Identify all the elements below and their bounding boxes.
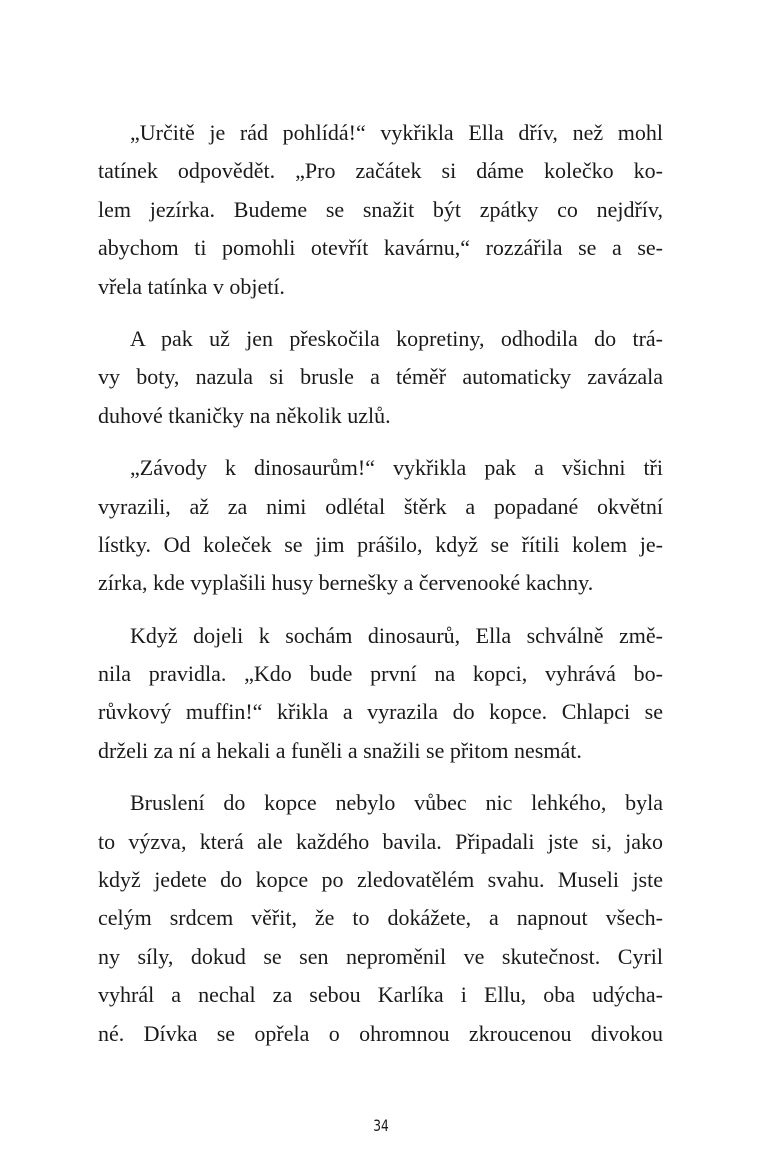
body-text — [98, 114, 663, 1067]
paragraph — [98, 784, 663, 1053]
text-line: růvkový muffin!“ křikla a vyrazila do kopce. Chlapci se — [98, 699, 663, 725]
text-line: vy boty, nazula si brusle a téměř automaticky zavázala — [98, 364, 663, 390]
text-line: A pak už jen přeskočila kopretiny, odhodila do trá- — [130, 325, 663, 351]
text-line: ny síly, dokud se sen neproměnil ve skutečnost. Cyril — [98, 943, 663, 969]
text-line: vyrazili, až za nimi odlétal štěrk a popadané okvětní — [98, 493, 663, 519]
text-line: to výzva, která ale každého bavila. Připadali jste si, jako — [98, 828, 663, 854]
text-line: abychom ti pomohli otevřít kavárnu,“ rozzářila se a se- — [98, 235, 663, 261]
text-line: „Závody k dinosaurům!“ vykřikla pak a všichni tři — [130, 455, 663, 481]
text-line: lístky. Od koleček se jim prášilo, když se řítili kolem je- — [98, 531, 663, 557]
text-line: nila pravidla. „Kdo bude první na kopci, vyhrává bo- — [98, 661, 663, 687]
text-line: „Určitě je rád pohlídá!“ vykřikla Ella dřív, než mohl — [130, 120, 663, 145]
text-line: né. Dívka se opřela o ohromnou zkroucenou divokou — [98, 1020, 663, 1046]
text-line: celým srdcem věřit, že to dokážete, a napnout všech- — [98, 905, 663, 931]
text-line: zírka, kde vyplašili husy bernešky a červenooké kachny. — [98, 570, 594, 596]
text-line: lem jezírka. Budeme se snažit být zpátky co nejdřív, — [98, 196, 663, 222]
paragraph — [98, 617, 663, 771]
text-line: když jedete do kopce po zledovatělém svahu. Museli jste — [98, 867, 663, 893]
text-line: Když dojeli k sochám dinosaurů, Ella schválně změ- — [130, 622, 663, 648]
paragraph — [98, 114, 663, 306]
text-line: drželi za ní a hekali a funěli a snažili se přitom nesmát. — [98, 737, 582, 763]
text-line: vyhrál a nechal za sebou Karlíka i Ellu, oba udýcha- — [98, 982, 663, 1008]
text-line: duhové tkaničky na několik uzlů. — [98, 402, 391, 428]
text-line: vřela tatínka v objetí. — [98, 273, 285, 299]
text-line: Bruslení do kopce nebylo vůbec nic lehkého, byla — [130, 790, 663, 816]
text-line: tatínek odpovědět. „Pro začátek si dáme kolečko ko- — [98, 158, 663, 184]
page-number: 34 — [373, 1116, 389, 1135]
paragraph — [98, 320, 663, 435]
paragraph — [98, 449, 663, 603]
